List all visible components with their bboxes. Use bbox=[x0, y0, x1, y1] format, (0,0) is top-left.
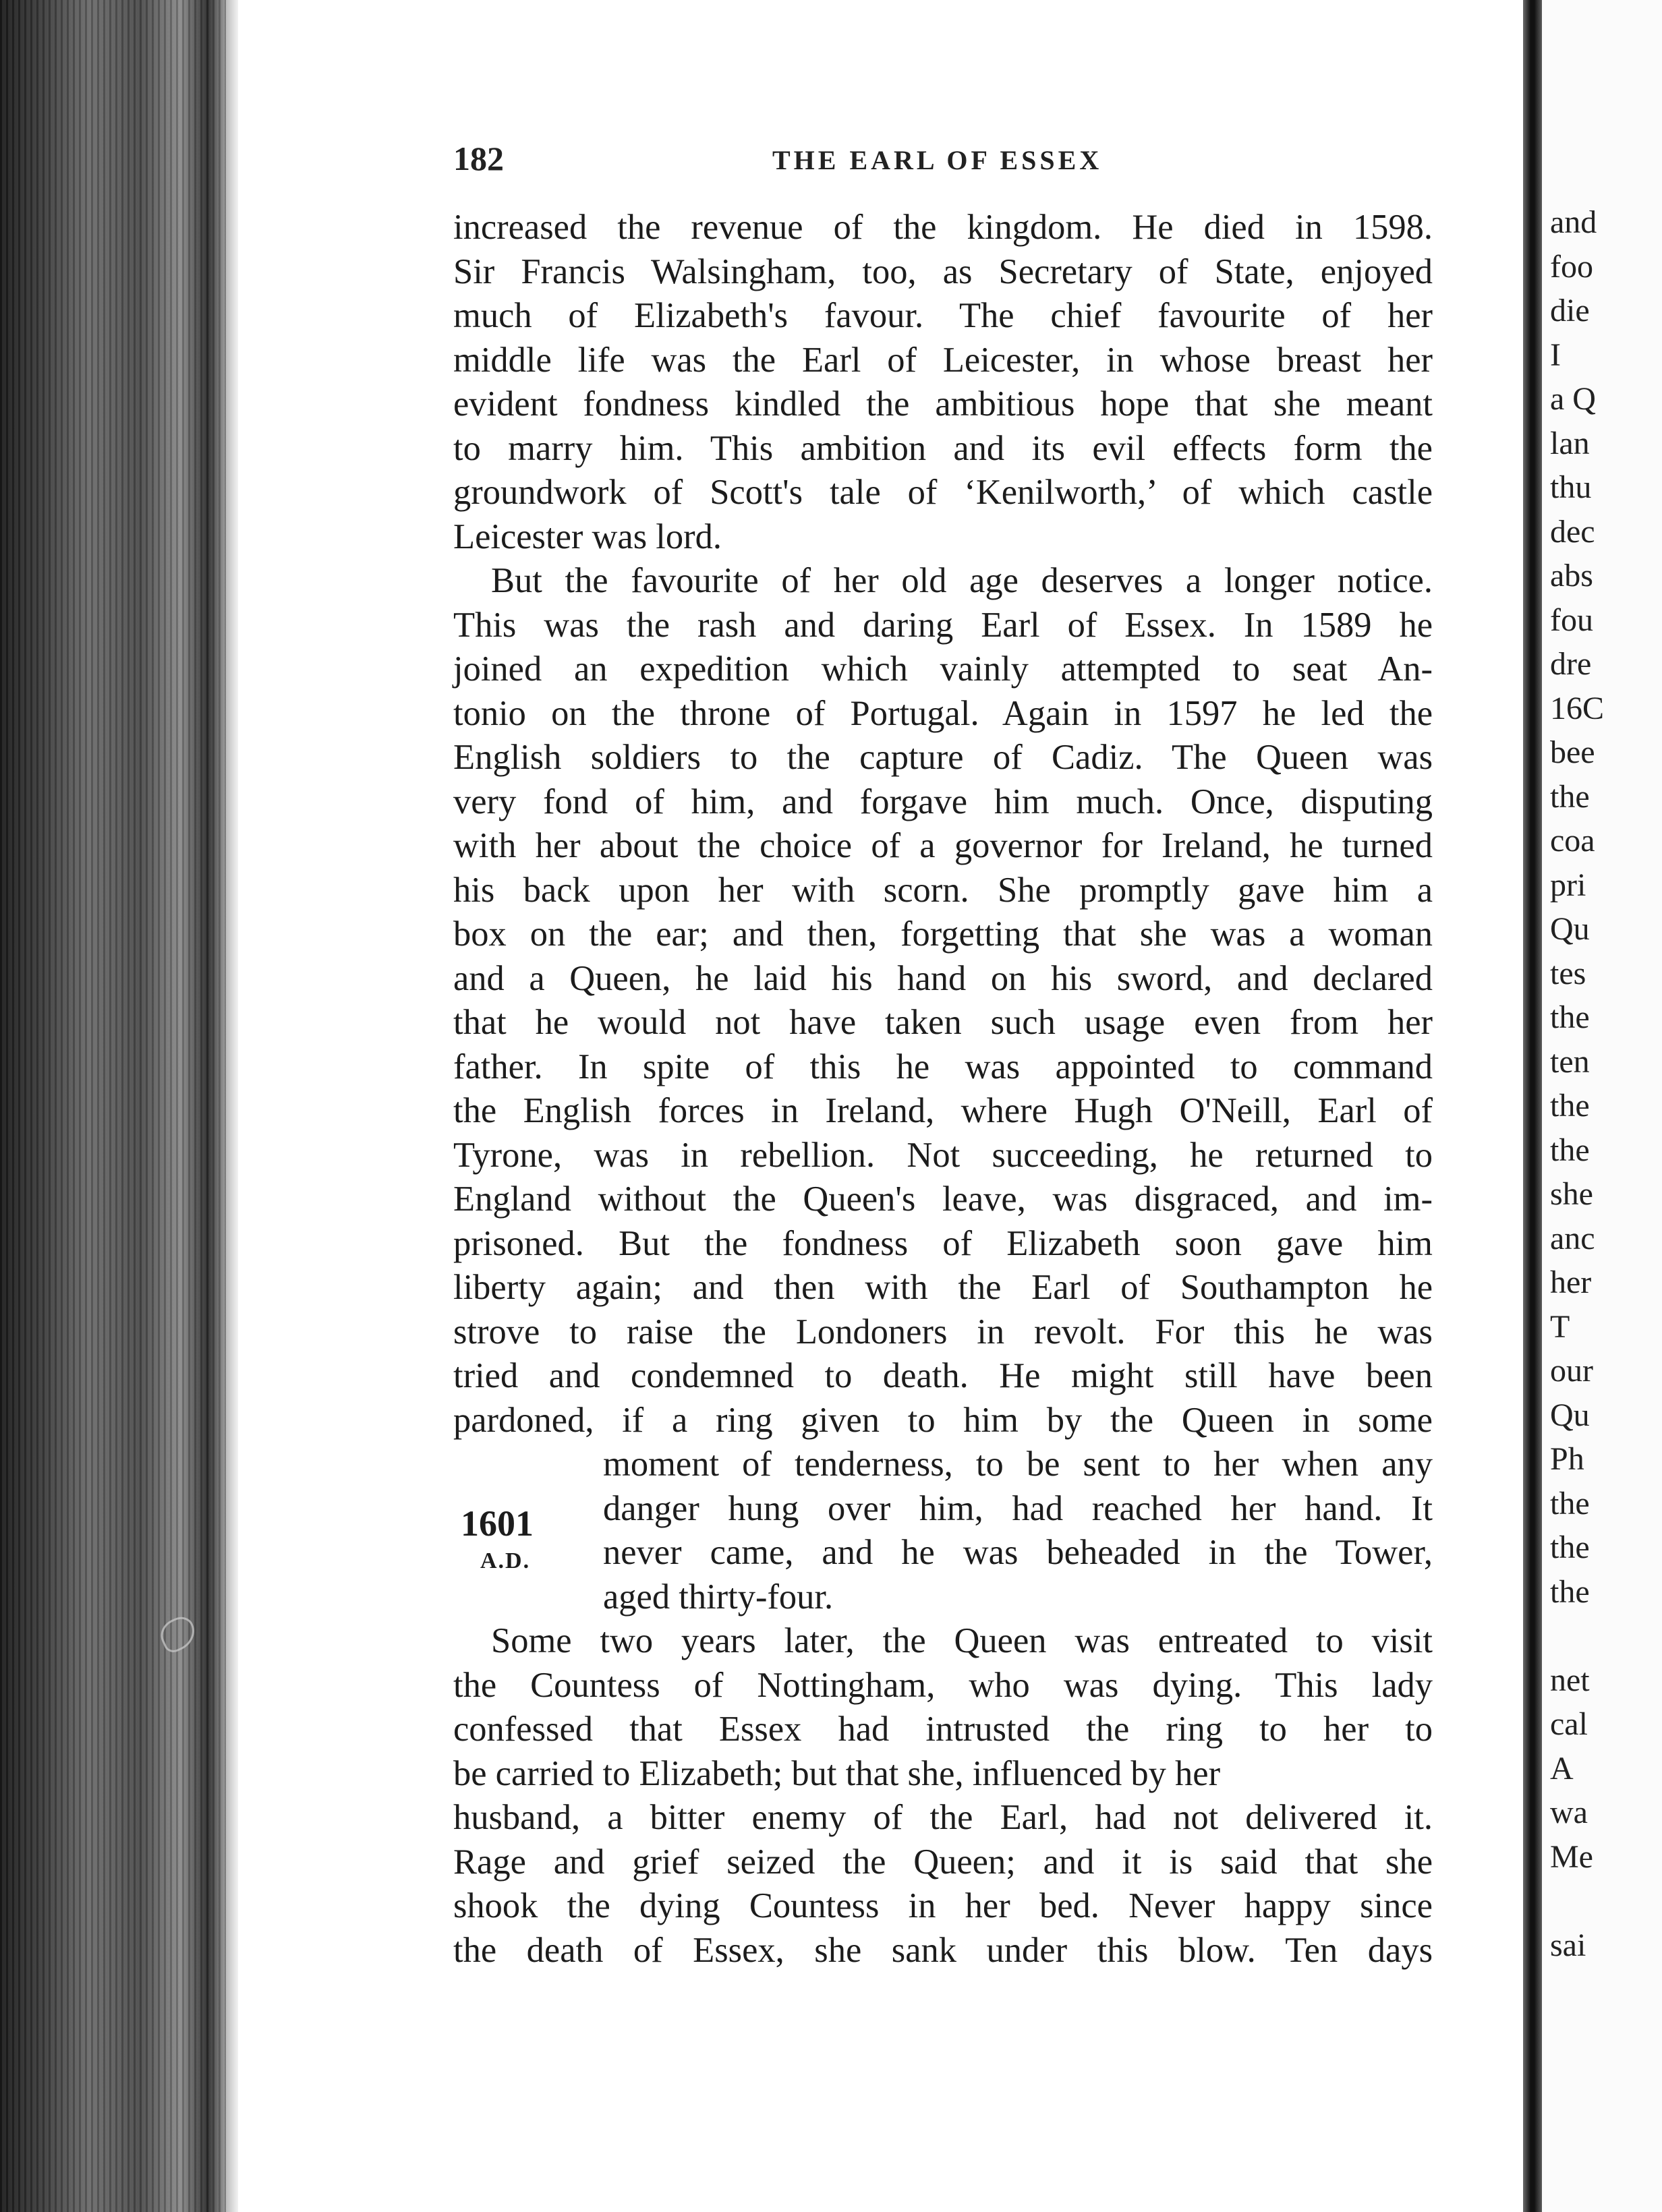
facing-page-fragment: pri bbox=[1550, 867, 1586, 903]
spine-texture bbox=[0, 0, 226, 2212]
facing-page-fragment: abs bbox=[1550, 558, 1593, 593]
facing-page-fragment: tes bbox=[1550, 955, 1586, 991]
paragraph-3 bbox=[453, 1619, 1433, 1973]
text-line: Leicester was lord. bbox=[453, 517, 722, 556]
text-line: groundwork of Scott's tale of ‘Kenilworth,’ of which castle bbox=[453, 473, 1433, 512]
facing-page-fragment: Me bbox=[1550, 1838, 1593, 1875]
paragraph-2 bbox=[453, 559, 1433, 1443]
facing-page-fragment: a Q bbox=[1550, 381, 1596, 417]
facing-page-fragment: thu bbox=[1550, 469, 1592, 505]
book-gutter bbox=[1523, 0, 1542, 2212]
text-line: joined an expedition which vainly attempted to seat An- bbox=[453, 649, 1433, 689]
text-line: tried and condemned to death. He might still have been bbox=[453, 1356, 1433, 1395]
text-line: danger hung over him, had reached her hand. It bbox=[603, 1488, 1433, 1528]
margin-era: A.D. bbox=[480, 1548, 531, 1573]
facing-page-fragment: fou bbox=[1550, 602, 1593, 638]
text-line: strove to raise the Londoners in revolt. For this he was bbox=[453, 1312, 1433, 1351]
facing-page-fragment: net bbox=[1550, 1662, 1590, 1698]
facing-page-fragment: and bbox=[1550, 204, 1597, 240]
text-line: liberty again; and then with the Earl of Southampton he bbox=[453, 1268, 1433, 1307]
text-line: middle life was the Earl of Leicester, in whose breast her bbox=[453, 340, 1433, 380]
text-line: father. In spite of this he was appointed to command bbox=[453, 1047, 1433, 1086]
facing-page-fragment: foo bbox=[1550, 248, 1593, 285]
facing-page-fragment: Ph bbox=[1550, 1441, 1584, 1477]
page-number: 182 bbox=[453, 140, 504, 177]
text-line: England without the Queen's leave, was disgraced, and im- bbox=[453, 1180, 1433, 1219]
facing-page-fragment: the bbox=[1550, 1573, 1590, 1610]
text-line: Tyrone, was in rebellion. Not succeeding, he returned to bbox=[453, 1135, 1433, 1175]
text-line: But the favourite of her old age deserves a longer notice. bbox=[491, 561, 1433, 600]
facing-page-fragment: the bbox=[1550, 999, 1590, 1035]
facing-page-fragment: T bbox=[1550, 1308, 1570, 1345]
facing-page-fragment: the bbox=[1550, 1530, 1590, 1565]
facing-page-fragment: Qu bbox=[1550, 911, 1590, 947]
facing-page-fragment: the bbox=[1550, 1485, 1590, 1521]
body-text bbox=[453, 206, 1433, 1973]
text-line: never came, and he was beheaded in the Tower, bbox=[603, 1533, 1433, 1572]
text-line: aged thirty-four. bbox=[603, 1577, 834, 1617]
facing-page-fragment: 16C bbox=[1550, 690, 1605, 726]
text-line: much of Elizabeth's favour. The chief favourite of her bbox=[453, 296, 1433, 335]
facing-page-fragment: dec bbox=[1550, 513, 1595, 550]
text-line: his back upon her with scorn. She promptly gave him a bbox=[453, 870, 1433, 910]
text-line: be carried to Elizabeth; but that she, influenced by her bbox=[453, 1753, 1221, 1793]
facing-page-fragment: Qu bbox=[1550, 1397, 1590, 1433]
facing-page-fragment: bee bbox=[1550, 734, 1595, 770]
facing-page-fragment: anc bbox=[1550, 1220, 1595, 1256]
text-line: very fond of him, and forgave him much. Once, disputing bbox=[453, 782, 1433, 821]
facing-page-fragment: dre bbox=[1550, 646, 1592, 682]
facing-page-fragment: ten bbox=[1550, 1043, 1590, 1080]
facing-page-fragment: coa bbox=[1550, 823, 1595, 858]
text-line: evident fondness kindled the ambitious hope that she meant bbox=[453, 384, 1433, 424]
text-line: Rage and grief seized the Queen; and it is said that she bbox=[453, 1842, 1433, 1882]
text-line: Some two years later, the Queen was entreated to visit bbox=[491, 1621, 1433, 1660]
text-line: box on the ear; and then, forgetting that she was a woman bbox=[453, 914, 1433, 954]
text-line: that he would not have taken such usage even from her bbox=[453, 1003, 1433, 1042]
facing-page-fragment: the bbox=[1550, 1088, 1590, 1124]
paragraph-1 bbox=[453, 206, 1433, 559]
margin-year: 1601 bbox=[461, 1503, 534, 1544]
text-line: and a Queen, he laid his hand on his sword, and declared bbox=[453, 958, 1433, 998]
indented-margin-block bbox=[603, 1443, 1433, 1619]
text-line: to marry him. This ambition and its evil effects form the bbox=[453, 428, 1433, 468]
facing-page bbox=[1542, 0, 1662, 2212]
facing-page-fragment: her bbox=[1550, 1264, 1592, 1300]
facing-page-fragment: cal bbox=[1550, 1706, 1588, 1742]
text-line: the English forces in Ireland, where Hugh O'Neill, Earl of bbox=[453, 1091, 1433, 1130]
facing-page-fragment: lan bbox=[1550, 425, 1590, 461]
text-line: English soldiers to the capture of Cadiz. The Queen was bbox=[453, 738, 1433, 777]
text-line: the death of Essex, she sank under this blow. Ten days bbox=[453, 1930, 1433, 1970]
facing-page-fragment: she bbox=[1550, 1176, 1593, 1212]
page-edge bbox=[226, 0, 238, 2212]
text-line: increased the revenue of the kingdom. He died in 1598. bbox=[453, 208, 1433, 247]
text-line: the Countess of Nottingham, who was dying. This lady bbox=[453, 1665, 1433, 1705]
text-line: moment of tenderness, to be sent to her when any bbox=[603, 1445, 1433, 1484]
text-line: prisoned. But the fondness of Elizabeth soon gave him bbox=[453, 1223, 1433, 1263]
facing-page-fragment: the bbox=[1550, 1132, 1590, 1168]
facing-page-fragment: die bbox=[1550, 293, 1590, 328]
facing-page-fragment: A bbox=[1550, 1750, 1574, 1786]
text-line: tonio on the throne of Portugal. Again in 1597 he led the bbox=[453, 693, 1433, 733]
text-line: confessed that Essex had intrusted the ring to her to bbox=[453, 1710, 1433, 1749]
facing-page-fragment: our bbox=[1550, 1353, 1593, 1389]
facing-page-fragment: sai bbox=[1550, 1927, 1586, 1963]
text-line: with her about the choice of a governor for Ireland, he turned bbox=[453, 826, 1433, 865]
text-line: husband, a bitter enemy of the Earl, had not delivered it. bbox=[453, 1798, 1433, 1837]
text-line: shook the dying Countess in her bed. Never happy since bbox=[453, 1886, 1433, 1925]
text-line: Sir Francis Walsingham, too, as Secretary of State, enjoyed bbox=[453, 252, 1433, 291]
facing-page-fragment: wa bbox=[1550, 1795, 1588, 1830]
facing-page-fragment: the bbox=[1550, 778, 1590, 815]
text-line: pardoned, if a ring given to him by the Queen in some bbox=[453, 1400, 1433, 1440]
running-title: THE EARL OF ESSEX bbox=[772, 145, 1103, 175]
text-line: This was the rash and daring Earl of Essex. In 1589 he bbox=[453, 605, 1433, 645]
facing-page-fragment: I bbox=[1550, 337, 1561, 373]
